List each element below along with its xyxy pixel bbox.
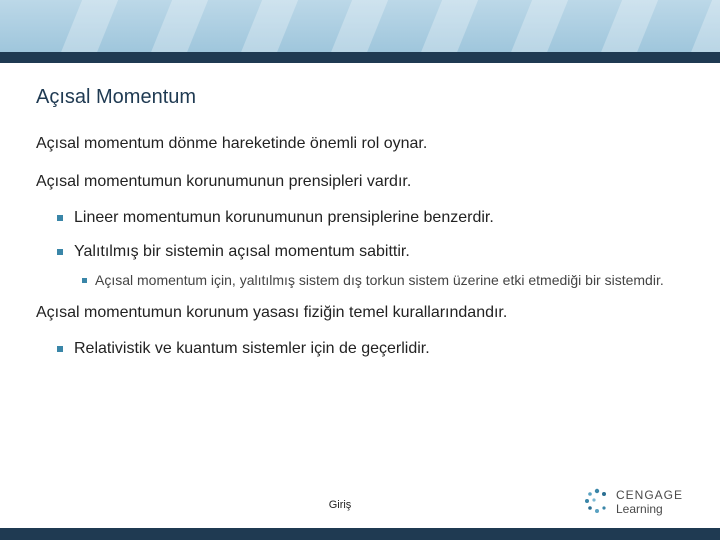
bullet-text: Açısal momentumun korunumunun prensipleri vardır. <box>36 173 412 190</box>
bullet-level-3 <box>36 272 686 289</box>
bullet-text: Açısal momentum için, yalıtılmış sistem dış torkun sistem üzerine etki etmediği bir sistemdir. <box>95 272 664 288</box>
bullet-level-1 <box>36 134 686 154</box>
bullet-level-1 <box>36 172 686 192</box>
banner-stripe <box>500 0 576 52</box>
bullet-text: Yalıtılmış bir sistemin açısal momentum sabittir. <box>74 243 410 260</box>
footer-label: Giriş <box>328 499 352 511</box>
bullet-text: Açısal momentum dönme hareketinde önemli rol oynar. <box>36 135 428 152</box>
banner-stripe <box>50 0 126 52</box>
banner-stripe <box>230 0 306 52</box>
header-banner <box>0 0 720 52</box>
slide-title: Açısal Momentum <box>36 86 197 108</box>
logo-text-top: CENGAGE <box>616 488 684 502</box>
banner-stripe <box>140 0 216 52</box>
square-bullet-icon <box>57 215 63 221</box>
banner-stripe <box>320 0 396 52</box>
bullet-level-1 <box>36 303 686 323</box>
square-bullet-icon <box>82 278 87 283</box>
logo-text-bottom: Learning <box>616 502 663 516</box>
header-accent-bar <box>0 52 720 63</box>
bullet-level-2 <box>36 208 686 228</box>
bullet-text: Lineer momentumun korunumunun prensiplerine benzerdir. <box>74 209 494 226</box>
square-bullet-icon <box>57 249 63 255</box>
square-bullet-icon <box>57 346 63 352</box>
banner-stripe <box>680 0 720 52</box>
banner-stripe <box>590 0 666 52</box>
bullet-text: Relativistik ve kuantum sistemler için de geçerlidir. <box>74 340 430 357</box>
banner-stripe <box>410 0 486 52</box>
bullet-level-2 <box>36 242 686 262</box>
bullet-level-2 <box>36 339 686 359</box>
cengage-dots-logo-icon <box>584 488 610 514</box>
cengage-logo <box>584 486 694 518</box>
footer-bar <box>0 528 720 540</box>
bullet-text: Açısal momentumun korunum yasası fiziğin temel kurallarındandır. <box>36 304 508 321</box>
slide-content <box>36 134 686 375</box>
